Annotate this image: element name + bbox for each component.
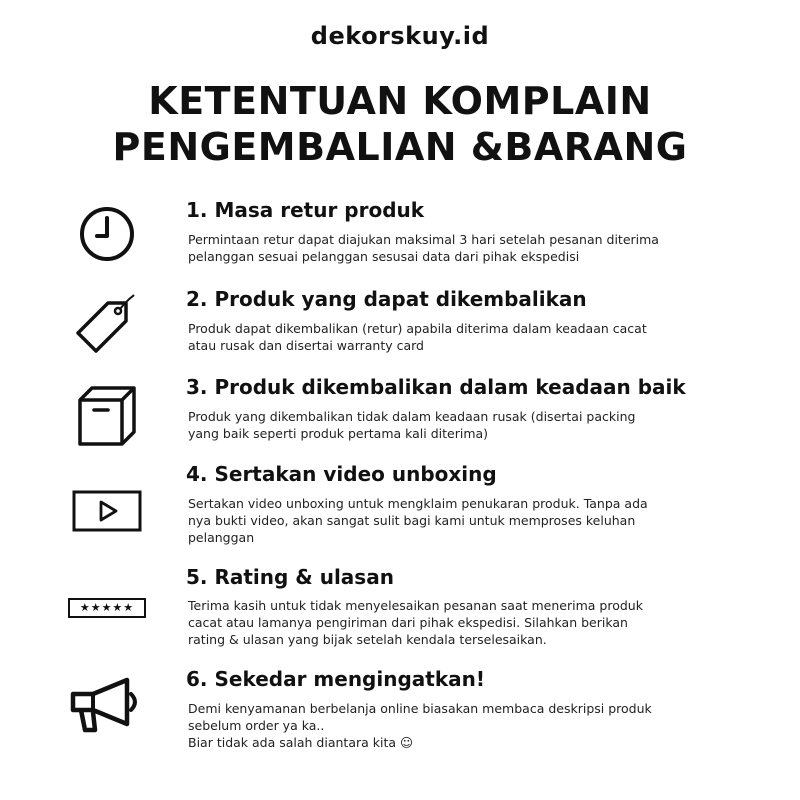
rule-description-5	[188, 597, 758, 648]
rule-description-2	[188, 320, 758, 354]
star-rating-icon	[62, 597, 152, 619]
rule-description-line: Sertakan video unboxing untuk mengklaim penukaran produk. Tanpa ada	[188, 496, 648, 511]
rule-description-6	[188, 700, 758, 751]
rule-description-line: Produk dapat dikembalikan (retur) apabila diterima dalam keadaan cacat	[188, 321, 647, 336]
page-title-line-1: KETENTUAN KOMPLAIN	[148, 79, 652, 123]
rule-description-3	[188, 408, 758, 442]
rule-heading-6: 6. Sekedar mengingatkan!	[186, 667, 485, 691]
rule-description-4	[188, 495, 758, 546]
rule-heading-2: 2. Produk yang dapat dikembalikan	[186, 287, 587, 311]
rule-description-line: pelanggan	[188, 530, 255, 545]
rule-description-line: Permintaan retur dapat diajukan maksimal 3 hari setelah pesanan diterima	[188, 232, 659, 247]
rule-description-line: atau rusak dan disertai warranty card	[188, 338, 424, 353]
price-tag-icon	[62, 291, 152, 361]
megaphone-icon	[62, 675, 152, 737]
rule-description-line: nya bukti video, akan sangat sulit bagi kami untuk memproses keluhan	[188, 513, 636, 528]
rule-description-line: yang baik seperti produk pertama kali diterima)	[188, 426, 489, 441]
rule-description-line: sebelum order ya ka..	[188, 718, 325, 733]
rule-description-line: Demi kenyamanan berbelanja online biasakan membaca deskripsi produk	[188, 701, 652, 716]
rule-description-line: pelanggan sesuai pelanggan sesusai data dari pihak ekspedisi	[188, 249, 580, 264]
rule-description-line: rating & ulasan yang bijak setelah kendala terselesaikan.	[188, 632, 547, 647]
rule-description-line: cacat atau lamanya pengiriman dari pihak ekspedisi. Silahkan berikan	[188, 615, 628, 630]
box-icon	[62, 383, 152, 447]
brand-name: dekorskuy.id	[310, 22, 490, 50]
rule-heading-3: 3. Produk dikembalikan dalam keadaan baik	[186, 375, 686, 399]
clock-icon	[62, 202, 152, 266]
rule-heading-5: 5. Rating & ulasan	[186, 565, 394, 589]
rule-heading-4: 4. Sertakan video unboxing	[186, 462, 497, 486]
video-play-icon	[62, 488, 152, 534]
rule-description-line: Terima kasih untuk tidak menyelesaikan pesanan saat menerima produk	[188, 598, 643, 613]
page-title	[0, 78, 800, 170]
rule-description-1	[188, 231, 758, 265]
rule-description-line: Biar tidak ada salah diantara kita ☺	[188, 735, 414, 750]
rule-description-line: Produk yang dikembalikan tidak dalam keadaan rusak (disertai packing	[188, 409, 636, 424]
rule-heading-1: 1. Masa retur produk	[186, 198, 425, 222]
page-title-line-2: PENGEMBALIAN &BARANG	[112, 125, 688, 169]
star-rating-stars: ★★★★★	[68, 598, 146, 618]
